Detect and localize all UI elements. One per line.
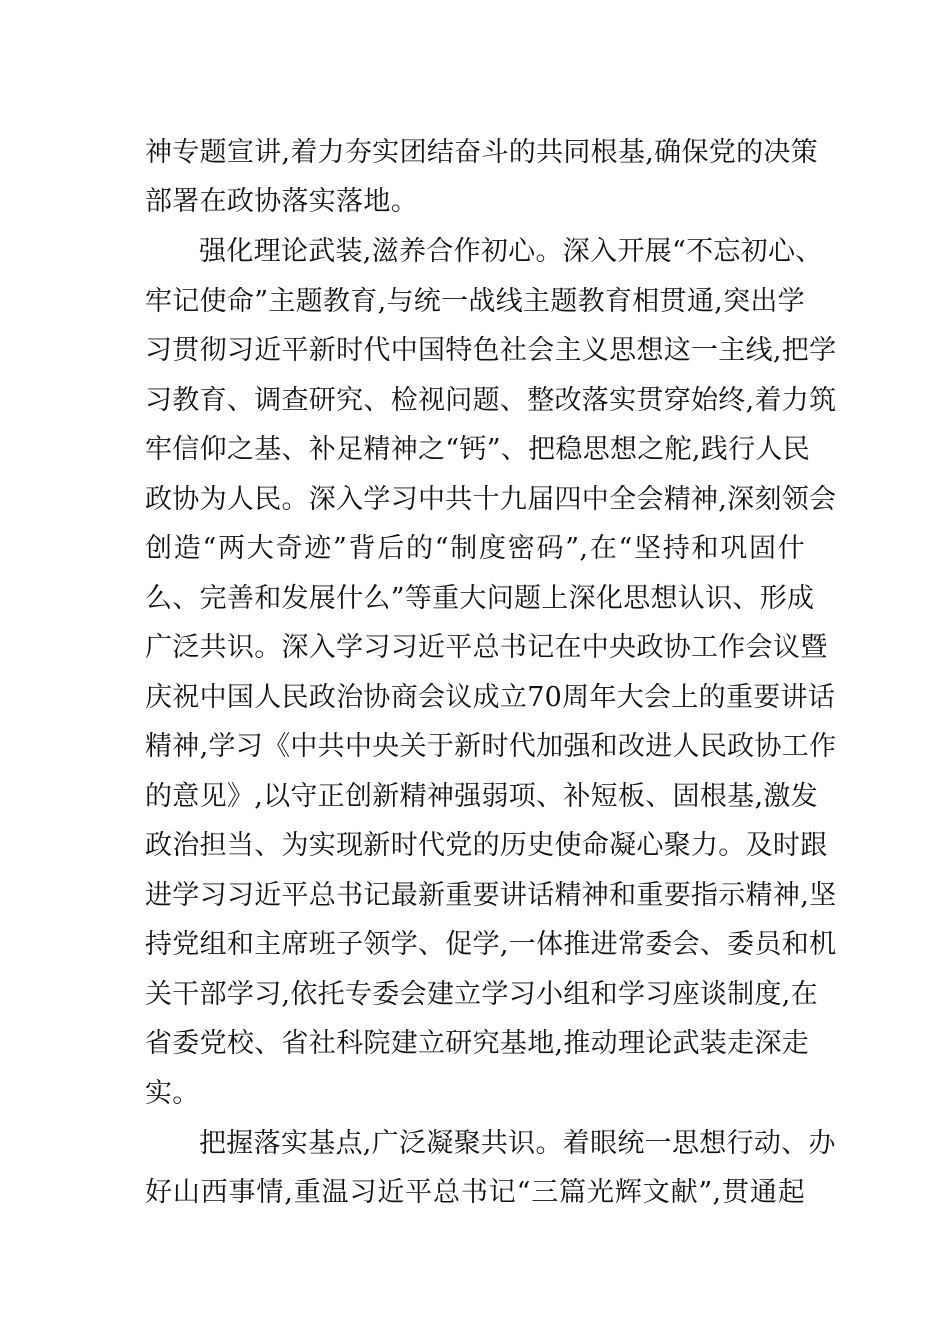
text-line: 么、完善和发展什么”等重大问题上深化思想认识、形成 bbox=[145, 583, 815, 614]
paragraph-first-line: 强化理论武装,滋养合作初心。深入开展“不忘初心、 bbox=[199, 236, 823, 267]
text-line: 省委党校、省社科院建立研究基地,推动理论武装走深走 bbox=[145, 1028, 810, 1059]
text-line: 政协为人民。深入学习中共十九届四中全会精神,深刻领会 bbox=[145, 484, 837, 515]
text-line: 好山西事情,重温习近平总书记“三篇光辉文献”,贯通起 bbox=[145, 1177, 805, 1208]
text-line: 精神,学习《中共中央关于新时代加强和改进人民政协工作 bbox=[145, 731, 837, 762]
text-line: 关干部学习,依托专委会建立学习小组和学习座谈制度,在 bbox=[145, 979, 818, 1010]
text-line: 庆祝中国人民政治协商会议成立70周年大会上的重要讲话 bbox=[145, 682, 836, 713]
text-line: 习贯彻习近平新时代中国特色社会主义思想这一主线,把学 bbox=[145, 335, 837, 366]
text-line: 牢记使命”主题教育,与统一战线主题教育相贯通,突出学 bbox=[145, 286, 805, 317]
text-line: 进学习习近平总书记最新重要讲话精神和重要指示精神,坚 bbox=[145, 880, 837, 911]
text-line: 持党组和主席班子领学、促学,一体推进常委会、委员和机 bbox=[145, 929, 837, 960]
text-line: 习教育、调查研究、检视问题、整改落实贯穿始终,着力筑 bbox=[145, 385, 837, 416]
text-line: 的意见》,以守正创新精神强弱项、补短板、固根基,激发 bbox=[145, 781, 818, 812]
text-line: 牢信仰之基、补足精神之“钙”、把稳思想之舵,践行人民 bbox=[145, 434, 810, 465]
text-line: 政治担当、为实现新时代党的历史使命凝心聚力。及时跟 bbox=[145, 830, 828, 861]
text-line: 实。 bbox=[145, 1078, 200, 1109]
text-line: 广泛共识。深入学习习近平总书记在中央政协工作会议暨 bbox=[145, 632, 828, 663]
paragraph-first-line: 把握落实基点,广泛凝聚共识。着眼统一思想行动、办 bbox=[199, 1128, 836, 1159]
text-line: 神专题宣讲,着力夯实团结奋斗的共同根基,确保党的决策 bbox=[145, 137, 818, 168]
text-line: 创造“两大奇迹”背后的“制度密码”,在“坚持和巩固什 bbox=[145, 533, 805, 564]
text-line: 部署在政协落实落地。 bbox=[145, 186, 418, 217]
